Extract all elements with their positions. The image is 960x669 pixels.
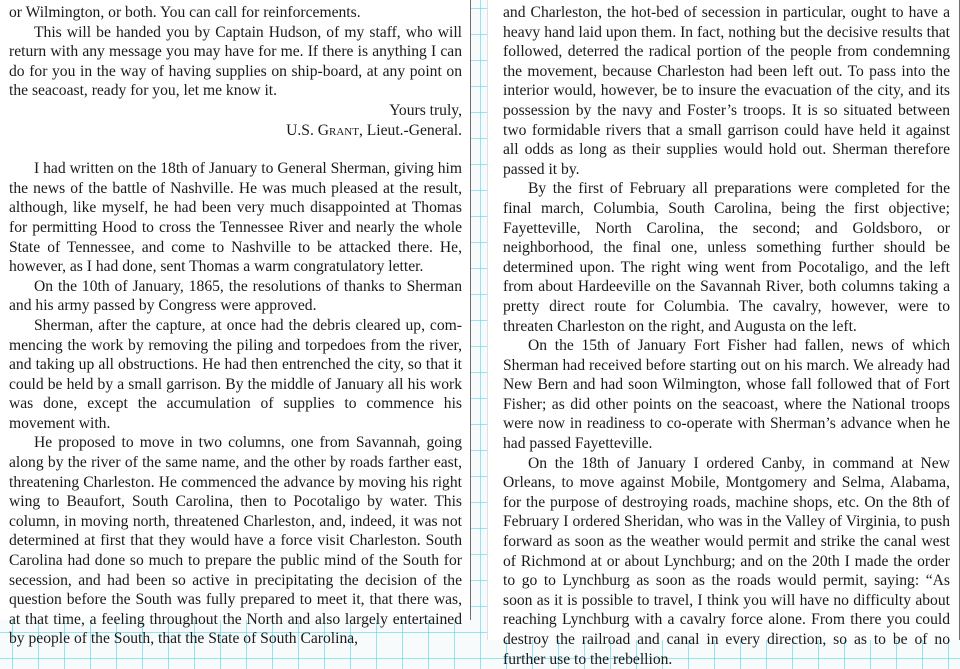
letter-paragraph: This will be handed you by Captain Hudson, of my staff, who will return with any message you may have for me. If there is anything I can do for you in the way of having supplies on ship-board, at any point on the seacoast, ready for you, let me know it. xyxy=(9,23,462,100)
left-column xyxy=(0,0,471,648)
body-paragraph: On the 18th of January I ordered Canby, in command at New Orleans, to move against Mobile, Montgomery and Selma, Alabama, for the purpose of destroying roads, machine shops, etc. On the 8th of February I ordered Sheridan, who was in the Valley of Virginia, to push forward as soon as the weather would permit and strike the canal west of Richmond at or about Lynchburg; and on the 20th I made the order to go to Lynchburg as soon as the roads would permit, saying: “As soon as it is possible to travel, I think you will have no difficulty about reaching Lynchburg with a cavalry force alone. From there you could destroy the railroad and canal in every direction, so as to be of no further use to the rebellion. xyxy=(503,454,950,668)
body-paragraph: On the 15th of January Fort Fisher had fallen, news of which Sherman had received before starting out on his march. We already had New Bern and had soon Wilmington, whose fall followed that of Fort Fisher; as did other points on the seacoast, where the National troops were now in readiness to co-operate with Sherman’s advance when he had passed Fayetteville. xyxy=(503,337,950,453)
body-paragraph: On the 10th of January, 1865, the resolutions of thanks to Sherman and his army passed by Congress were approved. xyxy=(9,277,462,315)
letter-continuation: or Wilmington, or both. You can call for reinforcements. xyxy=(9,4,361,21)
signature-name: U.S. Grant xyxy=(286,121,359,139)
letter-closing: Yours truly, xyxy=(389,101,462,119)
body-paragraph: By the first of February all preparations were completed for the final march, Columbia, South Carolina, being the first objective; Fayetteville, North Carolina, the second; and Goldsboro, or neighborhood, the final one, unless something further should be determined upon. The right wing went from Pocotaligo, and the left from about Hardeeville on the Savannah River, both columns taking a pretty direct route for Columbia. The cavalry, however, were to threaten Charleston on the right, and Augusta on the left. xyxy=(503,180,950,335)
body-paragraph: I had written on the 18th of January to General Sherman, giving him the news of the battle of Nashville. He was much pleased at the result, although, like myself, he had been very much disappointed at Thomas for permitting Hood to cross the Tennessee River and nearly the whole State of Tennessee, and come to Nashville to be attacked there. He, however, as I had done, sent Thomas a warm congratulatory letter. xyxy=(9,160,462,276)
right-column xyxy=(487,0,960,668)
signature-title: , Lieut.-General. xyxy=(358,121,462,139)
paragraph-continuation: and Charleston, the hot-bed of secession in particular, ought to have a heavy hand laid upon them. In fact, nothing but the decisive results that followed, deterred the radical portion of the people from condemning the movement, because Charleston had been left out. To pass into the interior would, however, be to insure the evacuation of the city, and its possession by the navy and Foster’s troops. It is so situated between two formidable rivers that a small garrison could have held it against all odds as long as their supplies would hold out. Sherman therefore passed it by. xyxy=(503,4,950,178)
letter-signature xyxy=(9,121,462,141)
body-paragraph: He proposed to move in two columns, one from Savannah, going along by the river of the same name, and the other by roads farther east, threatening Charleston. He commenced the advance by moving his right wing to Beaufort, South Carolina, then to Pocotaligo by water. This column, in moving north, threatened Charleston, and, indeed, it was not determined at first that they would have a force visit Charleston. South Carolina had done so much to prepare the public mind of the South for secession, and had been so active in precipitating the decision of the question before the South was fully prepared to meet it, that there was, at that time, a feeling throughout the North and also largely entertained by people of the South, that the State of South Carolina, xyxy=(9,434,462,648)
body-paragraph: Sherman, after the capture, at once had the debris cleared up, commencing the work by removing the piling and torpedoes from the river, and taking up all obstructions. He had then entrenched the city, so that it could be held by a small garrison. By the middle of January all his work was done, except the accumulation of supplies to commence his movement with. xyxy=(9,316,462,432)
